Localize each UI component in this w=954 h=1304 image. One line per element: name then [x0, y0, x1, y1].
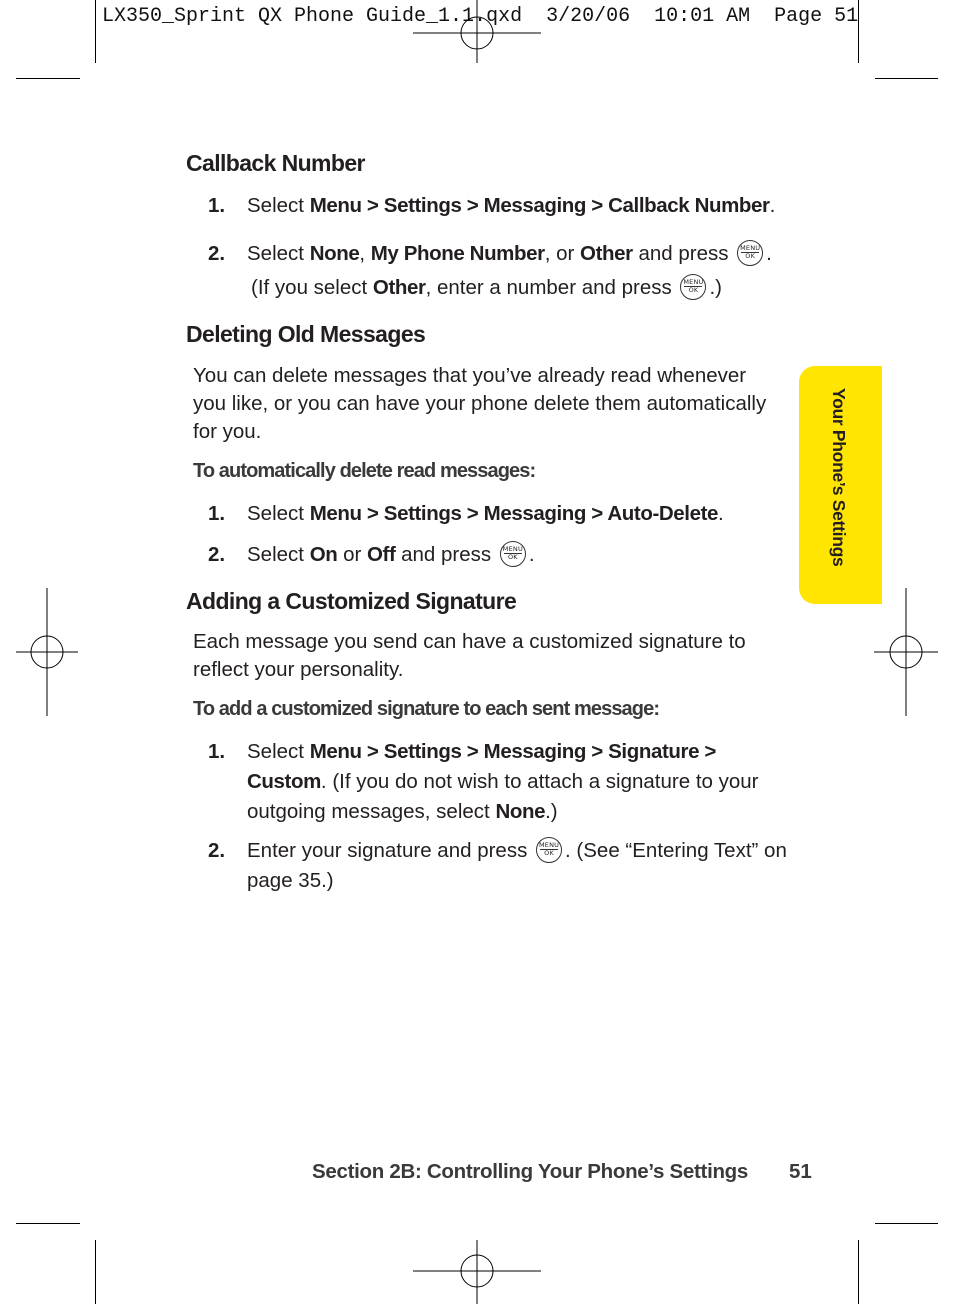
menu-path-settings: Settings [383, 502, 462, 525]
menu-path-separator: > [585, 740, 609, 763]
option-my-phone-number: My Phone Number [370, 242, 545, 265]
crop-mark [875, 1223, 938, 1224]
heading-adding-customized-signature: Adding a Customized Signature [186, 588, 517, 614]
step-text: Select [247, 194, 304, 217]
signature-step-1 [208, 737, 788, 827]
step-text: or [343, 543, 362, 566]
crop-mark [858, 1240, 859, 1304]
menu-path-separator: > [361, 502, 384, 525]
step-text: Select [247, 543, 304, 566]
step-punctuation: .) [545, 800, 558, 823]
signature-step-2 [208, 836, 788, 896]
menu-path-separator: > [461, 740, 484, 763]
step-number: 1. [208, 194, 226, 217]
slug-line: LX350_Sprint QX Phone Guide_1.1.qxd 3/20/06 10:01 AM Page 51 [102, 5, 859, 28]
heading-callback-number: Callback Number [186, 150, 365, 176]
menu-path-separator: > [585, 502, 608, 525]
menu-path-separator: > [361, 194, 384, 217]
menu-path-messaging: Messaging [483, 502, 586, 525]
crop-mark [95, 0, 96, 63]
crop-mark [95, 1240, 96, 1304]
step-text: Select [247, 740, 304, 763]
option-on: On [309, 543, 338, 566]
step-note: , enter a number and press [425, 276, 672, 299]
step-text: , or [544, 242, 575, 265]
step-number: 2. [208, 839, 226, 862]
step-text: . (See “Entering Text” on page 35.) [247, 839, 787, 892]
footer-section-title: Section 2B: Controlling Your Phone’s Settings [312, 1160, 749, 1183]
deleting-intro: You can delete messages that you’ve already read whenever you like, or you can have your phone delete them automatically for you. [193, 364, 767, 443]
step-number: 1. [208, 740, 226, 763]
signature-intro: Each message you send can have a customized signature to reflect your personality. [193, 630, 746, 681]
step-text: Select [247, 502, 304, 525]
step-text: Enter your signature and press [247, 839, 528, 862]
crop-mark [858, 0, 859, 63]
menu-path-separator: > [461, 194, 484, 217]
deleting-subhead: To automatically delete read messages: [193, 460, 536, 482]
callback-step-2 [208, 239, 788, 303]
step-text: Select [247, 242, 304, 265]
menu-path-settings: Settings [383, 740, 462, 763]
step-punctuation: .) [709, 276, 722, 299]
menu-ok-key-icon: MENU OK [500, 541, 526, 567]
step-note: (If you select [251, 276, 368, 299]
menu-path-separator: > [361, 740, 384, 763]
menu-path-settings: Settings [383, 194, 462, 217]
option-other: Other [580, 242, 633, 265]
deleting-step-1 [208, 499, 788, 529]
menu-path-separator: > [461, 502, 484, 525]
crop-mark [875, 78, 938, 79]
menu-path-signature: Signature [608, 740, 700, 763]
step-number: 2. [208, 242, 226, 265]
crop-mark [16, 78, 80, 79]
side-tab-label: Your Phone’s Settings [829, 388, 849, 567]
crop-mark [16, 1223, 80, 1224]
menu-path-separator: > [585, 194, 609, 217]
menu-path-messaging: Messaging [483, 740, 586, 763]
step-text: , [359, 242, 366, 265]
step-text: and press [638, 242, 729, 265]
signature-subhead: To add a customized signature to each sent message: [193, 698, 660, 720]
menu-path-separator: > [699, 740, 716, 763]
step-punctuation: . [528, 543, 535, 566]
menu-ok-key-icon: MENU OK [536, 837, 562, 863]
registration-mark-bottom [413, 1240, 543, 1304]
registration-mark-right [874, 588, 940, 718]
step-number: 2. [208, 543, 226, 566]
menu-path-callback-number: Callback Number [608, 194, 770, 217]
registration-mark-left [14, 588, 80, 718]
menu-path-custom: Custom [247, 770, 321, 793]
option-off: Off [367, 543, 396, 566]
menu-ok-key-icon: MENU OK [680, 274, 706, 300]
option-none: None [495, 800, 546, 823]
step-punctuation: . [766, 242, 772, 265]
menu-ok-key-icon: MENU OK [737, 240, 763, 266]
step-punctuation: . [320, 770, 327, 793]
option-other: Other [372, 276, 426, 299]
registration-mark-top [413, 0, 543, 64]
step-punctuation: . [769, 194, 776, 217]
menu-path-menu: Menu [309, 502, 362, 525]
menu-path-auto-delete: Auto-Delete [607, 502, 719, 525]
menu-path-menu: Menu [309, 740, 362, 763]
page-number: 51 [789, 1160, 812, 1183]
heading-deleting-old-messages: Deleting Old Messages [186, 321, 426, 347]
step-note: (If you do not wish to attach a signature to your outgoing messages, select [247, 770, 759, 823]
menu-path-messaging: Messaging [483, 194, 586, 217]
option-none: None [309, 242, 360, 265]
callback-step-1 [208, 191, 788, 221]
step-text: and press [401, 543, 492, 566]
deleting-step-2 [208, 540, 788, 570]
step-punctuation: . [718, 502, 724, 525]
menu-path-menu: Menu [309, 194, 362, 217]
step-number: 1. [208, 502, 226, 525]
